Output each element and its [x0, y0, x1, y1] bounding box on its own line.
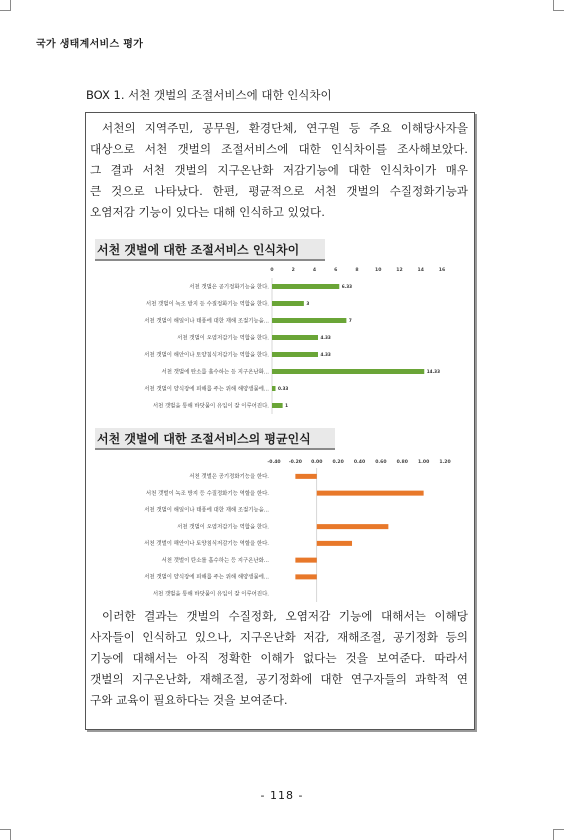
- x-tick-label: 1.00: [417, 460, 430, 465]
- category-label: 서천 갯벌이 탄소를 흡수하는 등 지구온난화...: [161, 557, 269, 564]
- page-number: - 118 -: [260, 789, 304, 802]
- data-label: 3: [306, 301, 310, 307]
- x-tick-label: 0: [270, 268, 274, 273]
- data-label: 4.33: [320, 352, 331, 358]
- data-label: 6.33: [341, 284, 353, 290]
- conclusion-line: 사자들이 인식하고 있으나, 지구온난화 저감, 재해조절, 공기정화 등의: [90, 630, 468, 644]
- x-tick-label: 10: [375, 268, 382, 273]
- bar: [295, 474, 316, 479]
- category-label: 서천 갯벌이 해안이나 토양침식저감기능 역할을 한다.: [144, 352, 269, 359]
- conclusion-line: 갯벌의 지구온난화, 재해조절, 공기정화에 대한 연구자들의 과학적 연: [90, 672, 468, 686]
- crop-mark-bottom-right: [553, 829, 564, 840]
- x-tick-label: 8: [355, 268, 359, 273]
- data-label: 4.33: [320, 335, 331, 341]
- intro-line: 대상으로 서천 갯벌의 조절서비스에 대한 인식차이를 조사해보았다.: [90, 142, 468, 156]
- category-label: 서천 갯벌이 양식장에 피해를 주는 위해 해양생물에...: [144, 574, 269, 581]
- x-tick-label: 0.60: [375, 460, 387, 465]
- x-tick-label: 0.40: [353, 460, 366, 465]
- category-label: 서천 갯벌이 해일이나 태풍에 대한 재해 조절기능을...: [144, 507, 269, 514]
- x-tick-label: 6: [334, 268, 338, 273]
- intro-line: 오염저감 기능이 있다는 대해 인식하고 있었다.: [90, 205, 325, 219]
- bar: [272, 352, 318, 357]
- category-label: 서천 갯벌이 오염저감기능 역할을 한다.: [177, 524, 269, 531]
- crop-mark-bottom-left: [0, 829, 11, 840]
- bar: [272, 301, 304, 306]
- category-label: 서천 갯벌은 공기정화기능을 한다.: [189, 474, 269, 481]
- x-tick-label: 12: [396, 268, 403, 273]
- category-label: 서천 갯벌이 해안이나 토양침식저감기능 역할을 한다.: [144, 541, 269, 548]
- category-label: 서천 갯벌이 오염저감기능 역할을 한다.: [177, 335, 269, 342]
- category-label: 서천 갯벌이 녹조 방지 등 수질정화기능 역할을 한다.: [145, 301, 269, 308]
- bar: [272, 403, 283, 408]
- crop-mark-top-left: [0, 0, 11, 11]
- data-label: 14.33: [426, 369, 441, 375]
- bar: [295, 558, 316, 563]
- category-label: 서천 갯벌이 양식장에 피해를 주는 위해 해양생물에...: [144, 386, 269, 393]
- bar: [272, 369, 424, 374]
- category-label: 서천 갯벌은 공기정화기능을 한다.: [189, 284, 269, 291]
- x-tick-label: 16: [438, 268, 446, 273]
- bar: [272, 386, 276, 391]
- x-tick-label: 0.20: [332, 460, 344, 465]
- bar: [317, 491, 424, 496]
- category-label: 서천 갯벌에 탄소를 흡수하는 등 지구온난화...: [161, 369, 269, 376]
- chart-2-average-perception: [98, 455, 458, 605]
- bar: [272, 318, 346, 323]
- chart-1-title: 서천 갯벌에 대한 조절서비스 인식차이: [95, 239, 325, 261]
- chart-2-title: 서천 갯벌에 대한 조절서비스의 평균인식: [95, 428, 335, 450]
- category-label: 서천 갯벌을 통해 바닷물이 유입이 잘 이루어진다.: [152, 591, 269, 598]
- bar: [295, 574, 316, 579]
- x-tick-label: 2: [291, 268, 295, 273]
- category-label: 서천 갯벌이 해일이나 태풍에 대한 재해 조절기능을...: [144, 318, 269, 325]
- x-tick-label: -0.40: [267, 460, 281, 465]
- chart-1-perception-gap: [98, 262, 458, 418]
- running-header: 국가 생태계서비스 평가: [36, 39, 144, 50]
- x-tick-label: 0.80: [396, 460, 408, 465]
- conclusion-line: 기능에 대해서는 아직 정확한 이해가 없다는 것을 보여준다. 따라서: [90, 651, 468, 665]
- x-tick-label: 1.20: [439, 460, 451, 465]
- intro-paragraph: [90, 118, 468, 223]
- intro-line: 서천의 지역주민, 공무원, 환경단체, 연구원 등 주요 이해당사자을: [102, 121, 468, 135]
- data-label: 0.33: [278, 386, 289, 392]
- intro-line: 큰 것으로 나타났다. 한편, 평균적으로 서천 갯벌의 수질정화기능과: [90, 184, 468, 198]
- bar: [272, 335, 318, 340]
- conclusion-paragraph: [90, 606, 468, 711]
- x-tick-label: -0.20: [288, 460, 302, 465]
- data-label: 1: [285, 403, 289, 409]
- conclusion-line: 구와 교육이 필요하다는 것을 보여준다.: [90, 693, 288, 707]
- intro-line: 그 결과 서천 갯벌의 지구온난화 저감기능에 대한 인식차이가 매우: [90, 163, 468, 177]
- conclusion-line: 이러한 결과는 갯벌의 수질정화, 오염저감 기능에 대해서는 이해당: [102, 609, 468, 623]
- crop-mark-top-right: [553, 0, 564, 11]
- x-tick-label: 0.00: [311, 460, 323, 465]
- x-tick-label: 4: [312, 268, 317, 273]
- category-label: 서천 갯벌을 통해 바닷물이 유입이 잘 이루어진다.: [152, 403, 269, 410]
- bar: [317, 541, 352, 546]
- bar: [317, 524, 389, 529]
- x-tick-label: 14: [417, 268, 424, 273]
- box-title: BOX 1. 서천 갯벌의 조절서비스에 대한 인식차이: [86, 88, 332, 102]
- category-label: 서천 갯벌이 녹조 방지 등 수질정화기능 역할을 한다.: [145, 490, 269, 497]
- data-label: 7: [348, 318, 352, 324]
- bar: [272, 284, 339, 289]
